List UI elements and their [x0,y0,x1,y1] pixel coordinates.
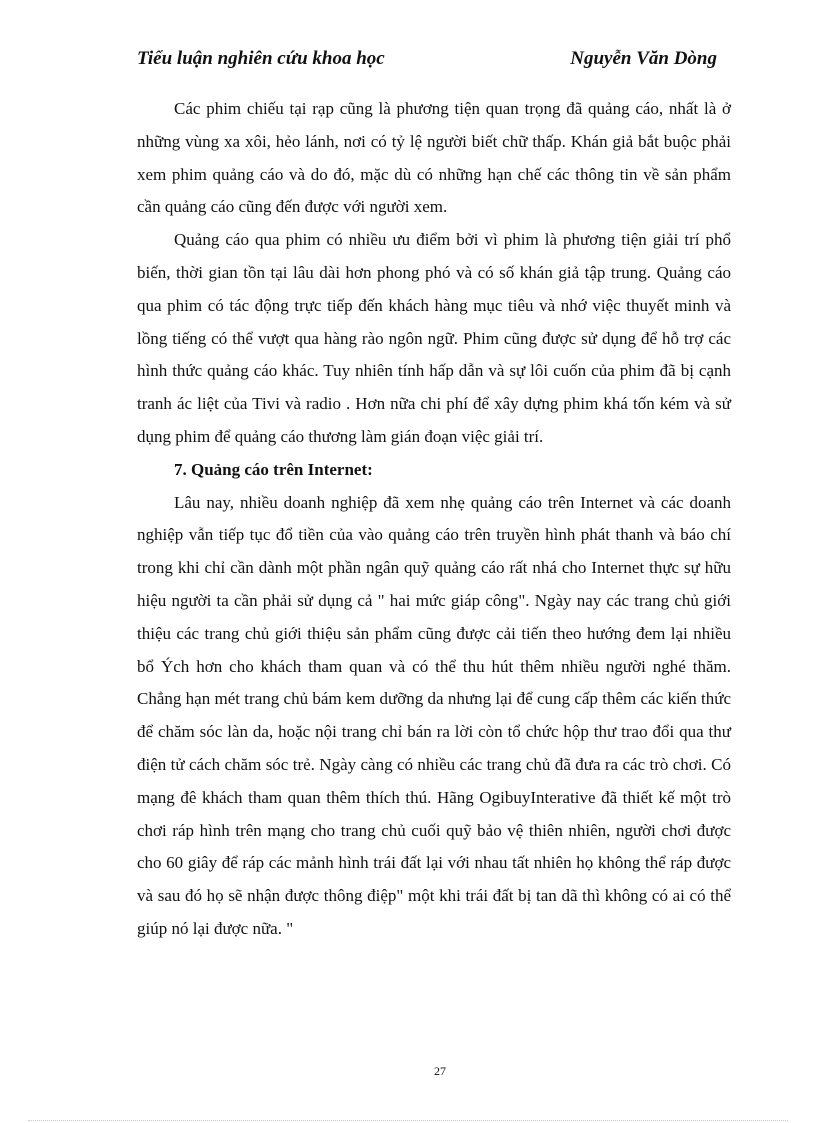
paragraph-cinema-advertising: Các phim chiếu tại rạp cũng là phương tiện quan trọng đã quảng cáo, nhất là ở những vùng xa xôi, hẻo lánh, nơi có tỷ lệ người biết chữ thấp. Khán giả bắt buộc phải xem phim quảng cáo và do đó, mặc dù có những hạn chế các thông tin về sản phẩm cần quảng cáo cũng đến được với người xem. [137,99,731,217]
document-body [137,93,731,946]
section-heading-internet: 7. Quảng cáo trên Internet: [174,459,373,479]
page-bottom-divider [28,1120,788,1121]
page-number: 27 [434,1064,446,1078]
paragraph-film-advantages: Quảng cáo qua phim có nhiều ưu điểm bởi vì phim là phương tiện giải trí phổ biến, thời gian tồn tại lâu dài hơn phong phó và có số khán giả tập trung. Quảng cáo qua phim có tác động trực tiếp đến khách hàng mục tiêu và nhớ việc thuyết minh và lồng tiếng có thể vượt qua hàng rào ngôn ngữ. Phim cũng được sử dụng để hỗ trợ các hình thức quảng cáo khác. Tuy nhiên tính hấp dẫn và sự lôi cuốn của phim đã bị cạnh tranh ác liệt của Tivi và radio . Hơn nữa chi phí để xây dựng phim khá tốn kém và sử dụng phim để quảng cáo thương làm gián đoạn việc giải trí. [137,230,731,446]
page-header [137,48,717,74]
header-document-title: Tiểu luận nghiên cứu khoa học [137,48,385,69]
header-author-name: Nguyễn Văn Dòng [570,48,717,69]
paragraph-internet-advertising: Lâu nay, nhiều doanh nghiệp đã xem nhẹ quảng cáo trên Internet và các doanh nghiệp vẫn tiếp tục đổ tiền của vào quảng cáo trên truyền hình phát thanh và báo chí trong khi chỉ cần dành một phần ngân quỹ quảng cáo rất nhá cho Internet thực sự hữu hiệu người ta cần phải sử dụng cả " hai mức giáp công". Ngày nay các trang chủ giới thiệu các trang chủ giới thiệu sản phẩm cũng được cải tiến theo hướng đem lại nhiều bổ Ých hơn cho khách tham quan và có thể thu hút thêm nhiều người nghé thăm. Chẳng hạn mét trang chủ bám kem dưỡng da nhưng lại để cung cấp thêm các kiến thức để chăm sóc làn da, hoặc nội trang chỉ bán ra lời còn tổ chức hộp thư trao đổi qua thư điện tử cách chăm sóc trẻ. Ngày càng có nhiều các trang chủ đã đưa ra các trò chơi. Có mạng đê khách tham quan thêm thích thú. Hãng OgibuyInterative đã thiết kế một trò chơi ráp hình trên mạng cho trang chủ cuối quỹ bảo vệ thiên nhiên, người chơi được cho 60 giây để ráp các mảnh hình trái đất lại với nhau tất nhiên họ không thể ráp được và sau đó họ sẽ nhận được thông điệp" một khi trái đất bị tan dã thì không có ai có thể giúp nó lại được nữa. " [137,492,731,938]
